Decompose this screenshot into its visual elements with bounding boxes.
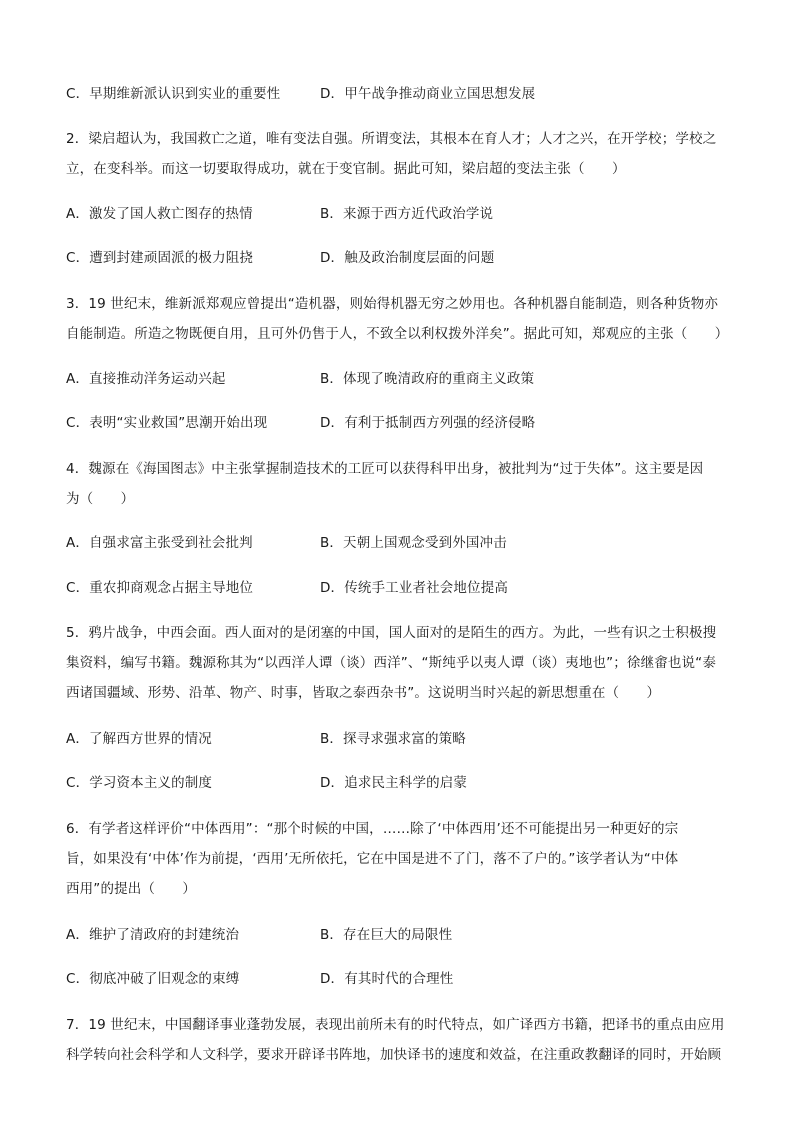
q5-option-c: C．学习资本主义的制度 (66, 775, 213, 791)
q6-option-b: B．存在巨大的局限性 (320, 927, 453, 943)
q4-option-d: D．传统手工业者社会地位提高 (320, 580, 508, 596)
q7-stem-line-2: 科学转向社会科学和人文科学，要求开辟译书阵地，加快译书的速度和效益，在注重政教翻译的同时，开始顾 (66, 1047, 722, 1063)
q6-option-a: A．维护了清政府的封建统治 (66, 927, 240, 943)
q6-stem-line-3: 西用”的提出（ ） (66, 881, 196, 897)
q4-option-b: B．天朝上国观念受到外国冲击 (320, 535, 507, 551)
q3-option-c: C．表明“实业救国”思潮开始出现 (66, 415, 268, 431)
q3-stem-line-2: 自能制造。所造之物既便自用，且可外仍售于人，不致全以利权拨外洋矣”。据此可知，郑观应的主张（ ） (66, 326, 729, 342)
q7-stem-line-1: 7．19 世纪末，中国翻译事业蓬勃发展，表现出前所未有的时代特点，如广译西方书籍，把译书的重点由应用 (66, 1017, 725, 1033)
q5-option-a: A．了解西方世界的情况 (66, 731, 212, 747)
q6-stem-line-2: 旨，如果没有‘中体’作为前提，‘西用’无所依托，它在中国是进不了门，落不了户的。”该学者认为“中体 (66, 851, 679, 867)
q2-option-a: A．激发了国人救亡图存的热情 (66, 206, 253, 222)
q6-option-c: C．彻底冲破了旧观念的束缚 (66, 971, 240, 987)
q2-stem-line-1: 2．梁启超认为，我国救亡之道，唯有变法自强。所谓变法，其根本在育人才；人才之兴，在开学校；学校之 (66, 131, 717, 147)
q4-stem-line-1: 4．魏源在《海国图志》中主张掌握制造技术的工匠可以获得科甲出身，被批判为“过于失体”。这主要是因 (66, 461, 704, 477)
q5-option-d: D．追求民主科学的启蒙 (320, 775, 468, 791)
q2-option-c: C．遭到封建顽固派的极力阻挠 (66, 250, 254, 266)
q1-option-d: D．甲午战争推动商业立国思想发展 (320, 86, 536, 102)
q5-stem-line-2: 集资料，编写书籍。魏源称其为“以西洋人谭（谈）西洋”、“斯纯乎以夷人谭（谈）夷地也”；徐继畬也说“泰 (66, 655, 716, 671)
q2-stem-line-2: 立，在变科举。而这一切要取得成功，就在于变官制。据此可知，梁启超的变法主张（ ） (66, 161, 626, 177)
q4-option-c: C．重农抑商观念占据主导地位 (66, 580, 254, 596)
q5-stem-line-3: 西诸国疆域、形势、沿革、物产、时事，皆取之泰西杂书”。这说明当时兴起的新思想重在（ ） (66, 685, 661, 701)
q3-stem-line-1: 3．19 世纪末，维新派郑观应曾提出“造机器，则始得机器无穷之妙用也。各种机器自能制造，则各种货物亦 (66, 296, 719, 312)
q4-stem-line-2: 为（ ） (66, 491, 135, 507)
q3-option-d: D．有利于抵制西方列强的经济侵略 (320, 415, 536, 431)
q2-option-b: B．来源于西方近代政治学说 (320, 206, 494, 222)
q3-option-a: A．直接推动洋务运动兴起 (66, 371, 226, 387)
q6-stem-line-1: 6．有学者这样评价“中体西用”：“那个时候的中国，……除了‘中体西用’还不可能提出另一种更好的宗 (66, 821, 679, 837)
q5-stem-line-1: 5．鸦片战争，中西会面。西人面对的是闭塞的中国，国人面对的是陌生的西方。为此，一些有识之士积极搜 (66, 625, 717, 641)
q6-option-d: D．有其时代的合理性 (320, 971, 454, 987)
q5-option-b: B．探寻求强求富的策略 (320, 731, 466, 747)
q3-option-b: B．体现了晚清政府的重商主义政策 (320, 371, 535, 387)
q4-option-a: A．自强求富主张受到社会批判 (66, 535, 253, 551)
q2-option-d: D．触及政治制度层面的问题 (320, 250, 495, 266)
q1-option-c: C．早期维新派认识到实业的重要性 (66, 86, 281, 102)
